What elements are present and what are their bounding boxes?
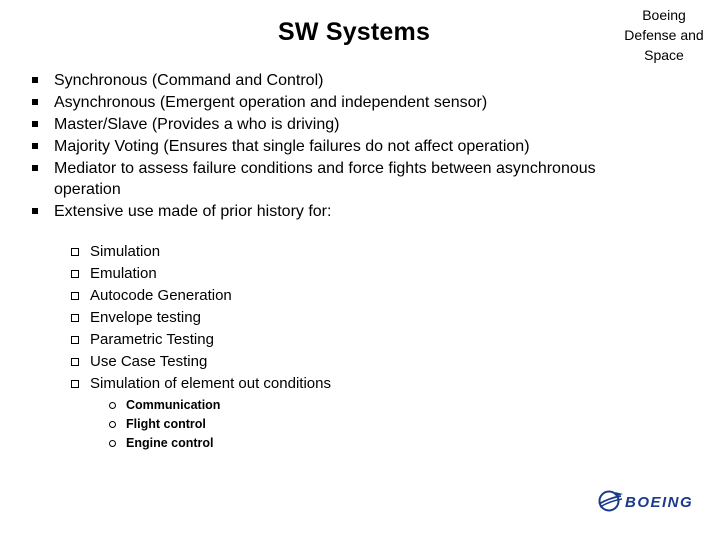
sub-bullet-text: Simulation xyxy=(90,243,161,260)
hollow-square-bullet-icon xyxy=(71,358,79,366)
hollow-square-bullet-icon xyxy=(71,380,79,388)
sub-sub-bullet-item xyxy=(0,396,720,415)
sub-sub-bullet-text: Communication xyxy=(126,398,221,412)
sub-bullet-text: Parametric Testing xyxy=(90,331,214,348)
circle-bullet-icon xyxy=(109,402,116,409)
sub-sub-bullet-text: Flight control xyxy=(126,417,206,431)
bullet-item xyxy=(0,136,720,157)
square-bullet-icon xyxy=(32,99,38,105)
sub-bullet-item xyxy=(0,351,720,373)
sub-sub-bullet-list xyxy=(0,396,720,453)
bullet-text: Asynchronous (Emergent operation and independent sensor) xyxy=(54,94,488,111)
sub-bullet-item xyxy=(0,263,720,285)
bullet-item xyxy=(0,201,720,222)
sub-bullet-item xyxy=(0,285,720,307)
sub-bullet-text: Autocode Generation xyxy=(90,287,232,304)
boeing-symbol-icon xyxy=(599,492,623,511)
brand-label xyxy=(610,5,718,65)
hollow-square-bullet-icon xyxy=(71,292,79,300)
hollow-square-bullet-icon xyxy=(71,314,79,322)
sub-bullet-text: Emulation xyxy=(90,265,157,282)
bullet-text: Extensive use made of prior history for: xyxy=(54,203,332,220)
brand-line: Boeing xyxy=(642,7,686,23)
sub-sub-bullet-text: Engine control xyxy=(126,436,214,450)
bullet-item xyxy=(0,70,720,91)
sub-bullet-text: Simulation of element out conditions xyxy=(90,375,331,392)
hollow-square-bullet-icon xyxy=(71,270,79,278)
bullet-text: Synchronous (Command and Control) xyxy=(54,72,324,89)
circle-bullet-icon xyxy=(109,440,116,447)
bullet-item xyxy=(0,158,614,200)
circle-bullet-icon xyxy=(109,421,116,428)
slide-title: SW Systems xyxy=(278,18,431,46)
sub-sub-bullet-item xyxy=(0,415,720,434)
bullet-text: Majority Voting (Ensures that single failures do not affect operation) xyxy=(54,138,530,155)
boeing-wordmark: BOEING xyxy=(625,494,694,511)
hollow-square-bullet-icon xyxy=(71,248,79,256)
sub-bullet-item xyxy=(0,307,720,329)
bullet-item xyxy=(0,114,720,135)
square-bullet-icon xyxy=(32,121,38,127)
square-bullet-icon xyxy=(32,208,38,214)
bullet-item xyxy=(0,92,720,113)
sub-bullet-item xyxy=(0,373,720,395)
sub-bullet-list xyxy=(0,241,720,395)
square-bullet-icon xyxy=(32,143,38,149)
sub-bullet-item xyxy=(0,241,720,263)
sub-bullet-item xyxy=(0,329,720,351)
brand-line: Defense and xyxy=(624,27,704,43)
square-bullet-icon xyxy=(32,77,38,83)
bullet-text: Master/Slave (Provides a who is driving) xyxy=(54,116,340,133)
bullet-text: Mediator to assess failure conditions and force fights between asynchronous operation xyxy=(54,160,596,198)
boeing-logo xyxy=(597,488,713,514)
sub-sub-bullet-item xyxy=(0,434,720,453)
bullet-list xyxy=(0,70,720,222)
brand-line: Space xyxy=(644,47,684,63)
sub-bullet-text: Use Case Testing xyxy=(90,353,208,370)
sub-bullet-text: Envelope testing xyxy=(90,309,201,326)
hollow-square-bullet-icon xyxy=(71,336,79,344)
square-bullet-icon xyxy=(32,165,38,171)
